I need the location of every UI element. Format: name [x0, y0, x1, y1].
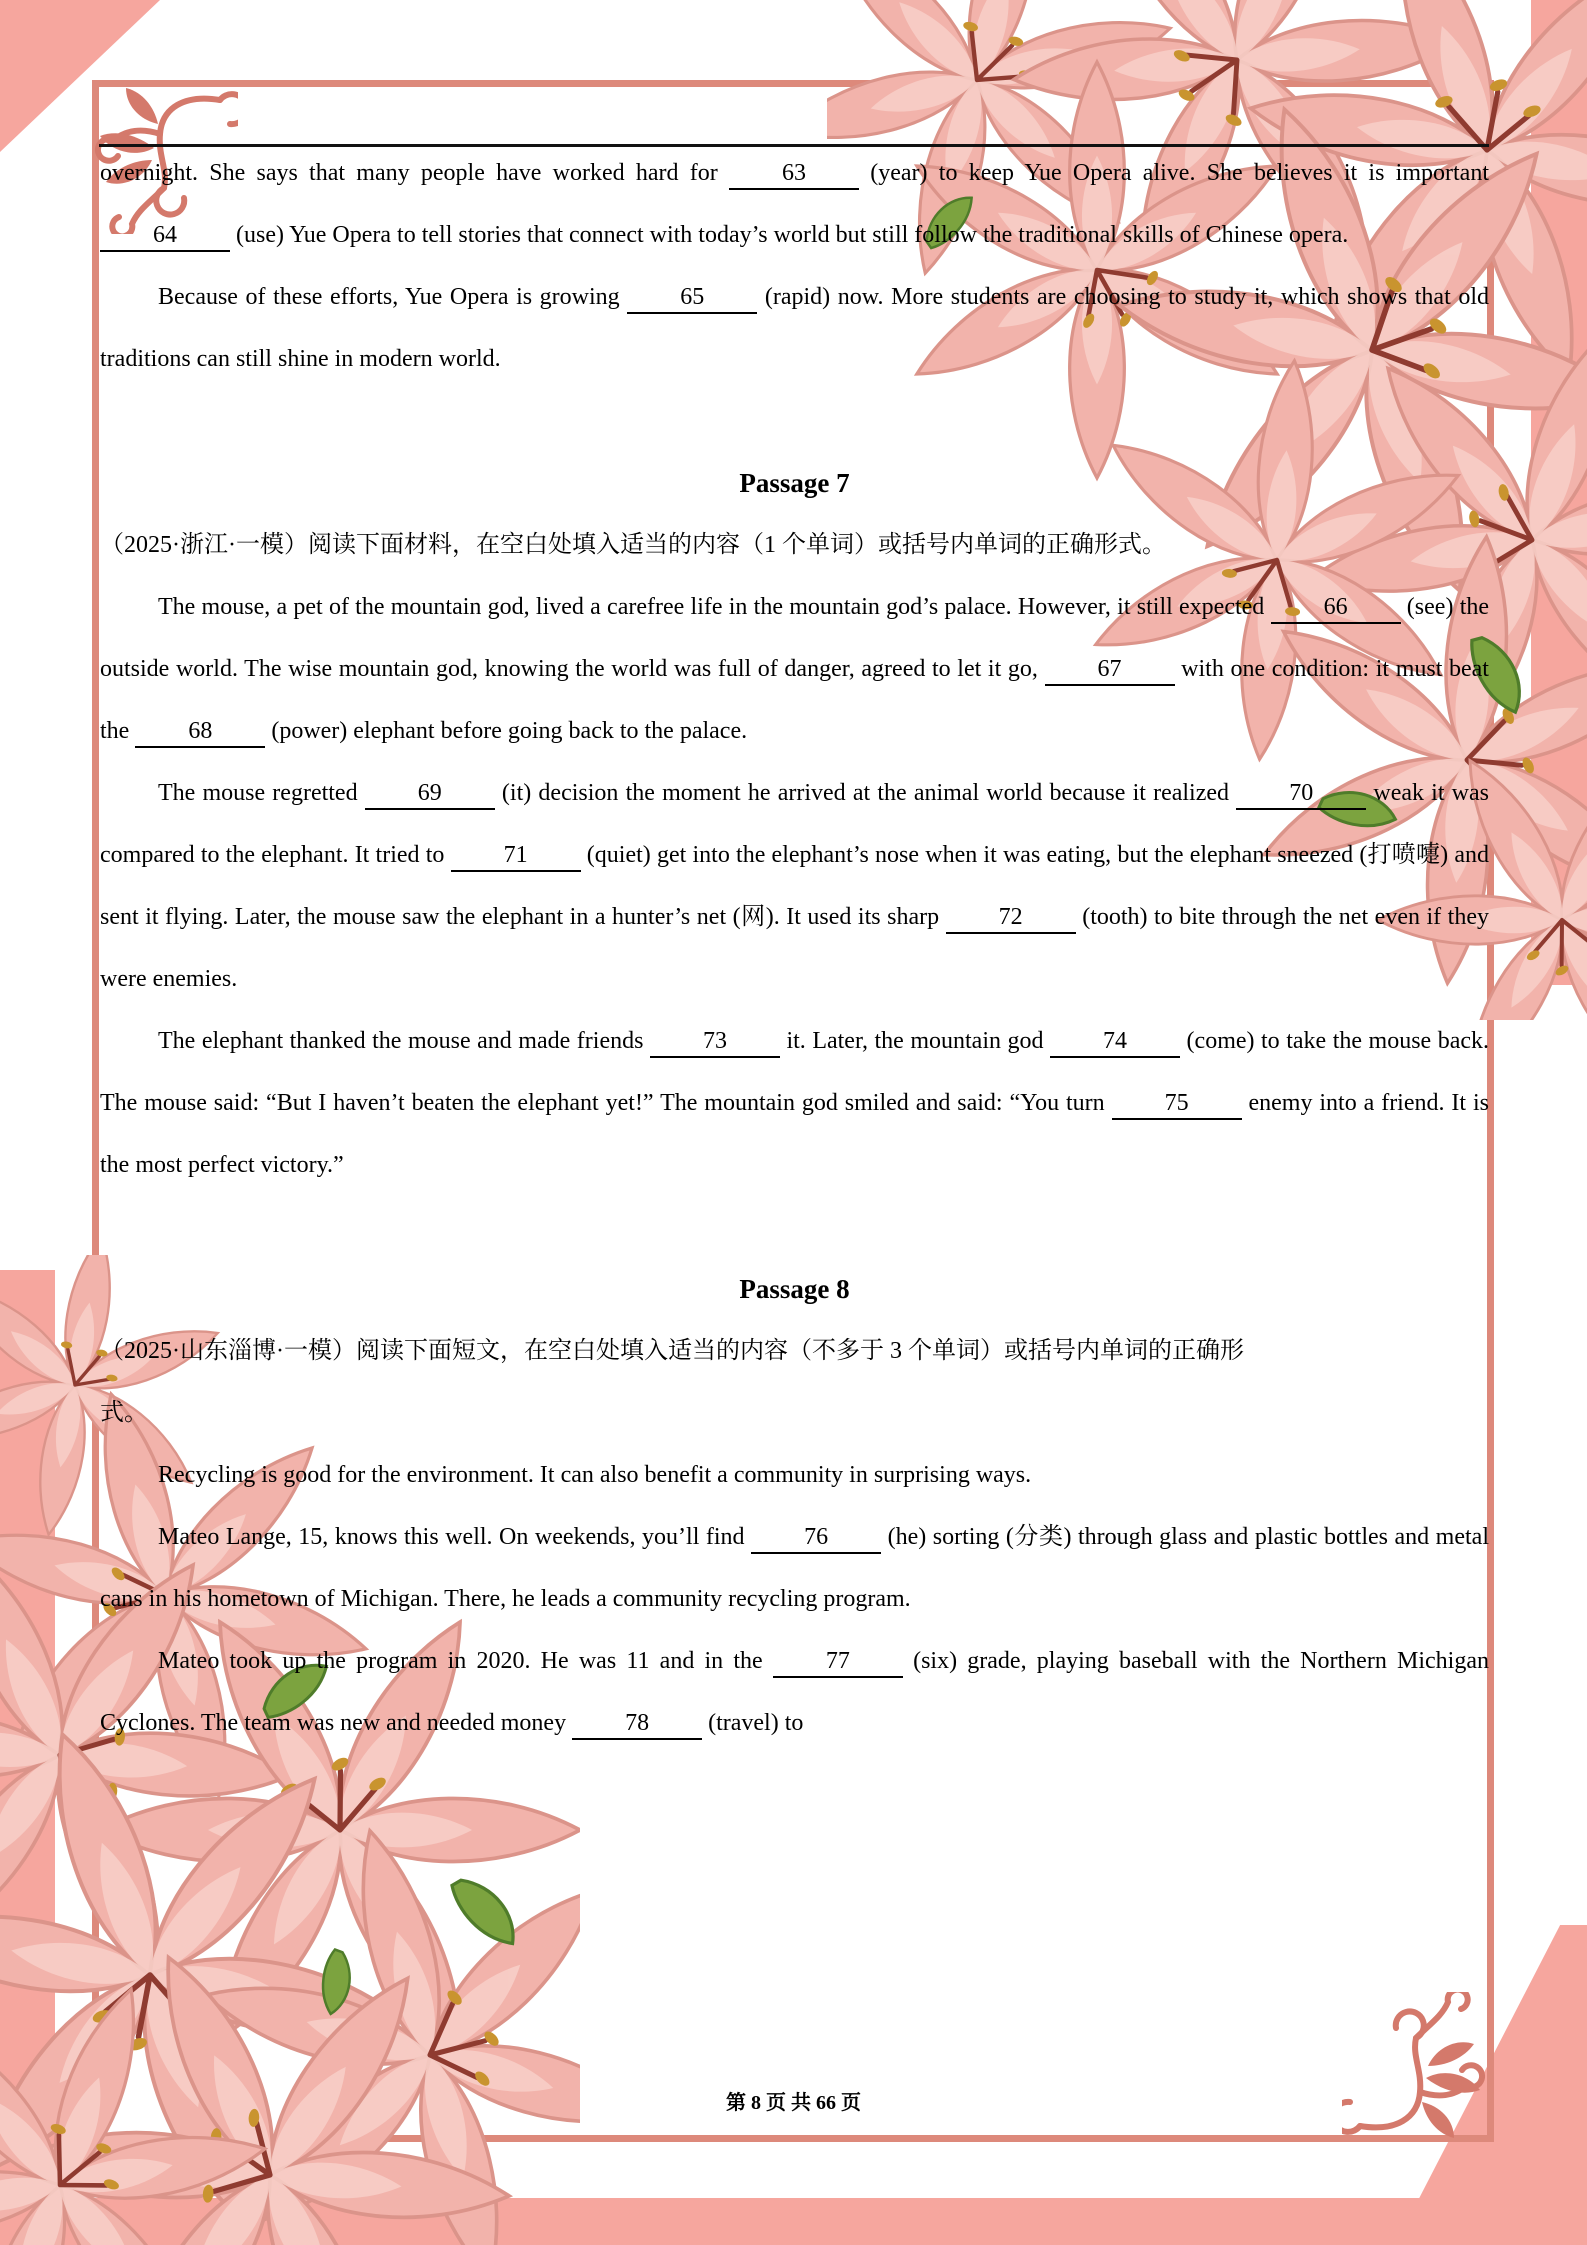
- page-number: 第 8 页 共 66 页: [726, 2092, 861, 2114]
- instruction-line: （2025·山东淄博·一模）阅读下面短文，在空白处填入适当的内容（不多于 3 个单词）或括号内单词的正确形式。: [100, 1338, 1244, 1426]
- blank-73: 73: [650, 1029, 780, 1058]
- paragraph: The mouse regretted 69 (it) decision the moment he arrived at the animal world because it realized 70 weak it was compared to the elephant. It tried to 71 (quiet) get into the elephant’s nose when it was eating, but the elephant sneezed (打喷嚏) and sent it flying. Later, the mouse saw the elephant in a hunter’s net (网). It used its sharp 72 (tooth) to bite through the net even if they were enemies.: [100, 780, 1490, 992]
- paragraph: Because of these efforts, Yue Opera is growing 65 (rapid) now. More students are choosing to study it, which shows that old traditions can still shine in modern world.: [100, 284, 1490, 372]
- paragraph: Mateo took up the program in 2020. He was 11 and in the 77 (six) grade, playing baseball with the Northern Michigan Cyclones. The team was new and needed money 78 (travel) to: [100, 1630, 1489, 1754]
- blank-70: 70: [1236, 781, 1366, 810]
- passage-heading: Passage 8: [739, 1274, 850, 1304]
- blank-64: 64: [100, 223, 230, 252]
- blank-78: 78: [572, 1711, 702, 1740]
- blank-67: 67: [1045, 657, 1175, 686]
- blank-71: 71: [451, 843, 581, 872]
- blank-68: 68: [135, 719, 265, 748]
- blank-65: 65: [627, 285, 757, 314]
- blank-72: 72: [946, 905, 1076, 934]
- corner-flourish-icon-bottom-right: [1342, 1992, 1492, 2142]
- blank-66: 66: [1271, 595, 1401, 624]
- passage-heading: Passage 7: [739, 468, 850, 498]
- paragraph: The mouse, a pet of the mountain god, lived a carefree life in the mountain god’s palace. However, it still expected 66 (see) the outside world. The wise mountain god, knowing the world was full of danger, agreed to let it go, 67 with one condition: it must beat the 68 (power) elephant before going back to the palace.: [100, 576, 1489, 762]
- blank-75: 75: [1112, 1091, 1242, 1120]
- paragraph: The elephant thanked the mouse and made friends 73 it. Later, the mountain god 74 (come) to take the mouse back. The mouse said: “But I haven’t beaten the elephant yet!” The mountain god smiled and said: “You turn 75 enemy into a friend. It is the most perfect victory.”: [100, 1028, 1490, 1178]
- paragraph: Mateo Lange, 15, knows this well. On weekends, you’ll find 76 (he) sorting (分类) through glass and plastic bottles and metal cans in his hometown of Michigan. There, he leads a community recycling program.: [100, 1524, 1489, 1612]
- blank-76: 76: [751, 1525, 881, 1554]
- paragraph: Recycling is good for the environment. It can also benefit a community in surprising ways.: [158, 1462, 1032, 1488]
- blank-77: 77: [773, 1649, 903, 1678]
- blank-63: 63: [729, 161, 859, 190]
- blank-69: 69: [365, 781, 495, 810]
- paragraph: overnight. She says that many people have worked hard for 63 (year) to keep Yue Opera alive. She believes it is important 64 (use) Yue Opera to tell stories that connect with today’s world but still follow the traditional skills of Chinese opera.: [100, 142, 1489, 266]
- document-body: [100, 142, 1489, 1754]
- instruction-line: （2025·浙江·一模）阅读下面材料，在空白处填入适当的内容（1 个单词）或括号内单词的正确形式。: [100, 532, 1166, 558]
- blank-74: 74: [1050, 1029, 1180, 1058]
